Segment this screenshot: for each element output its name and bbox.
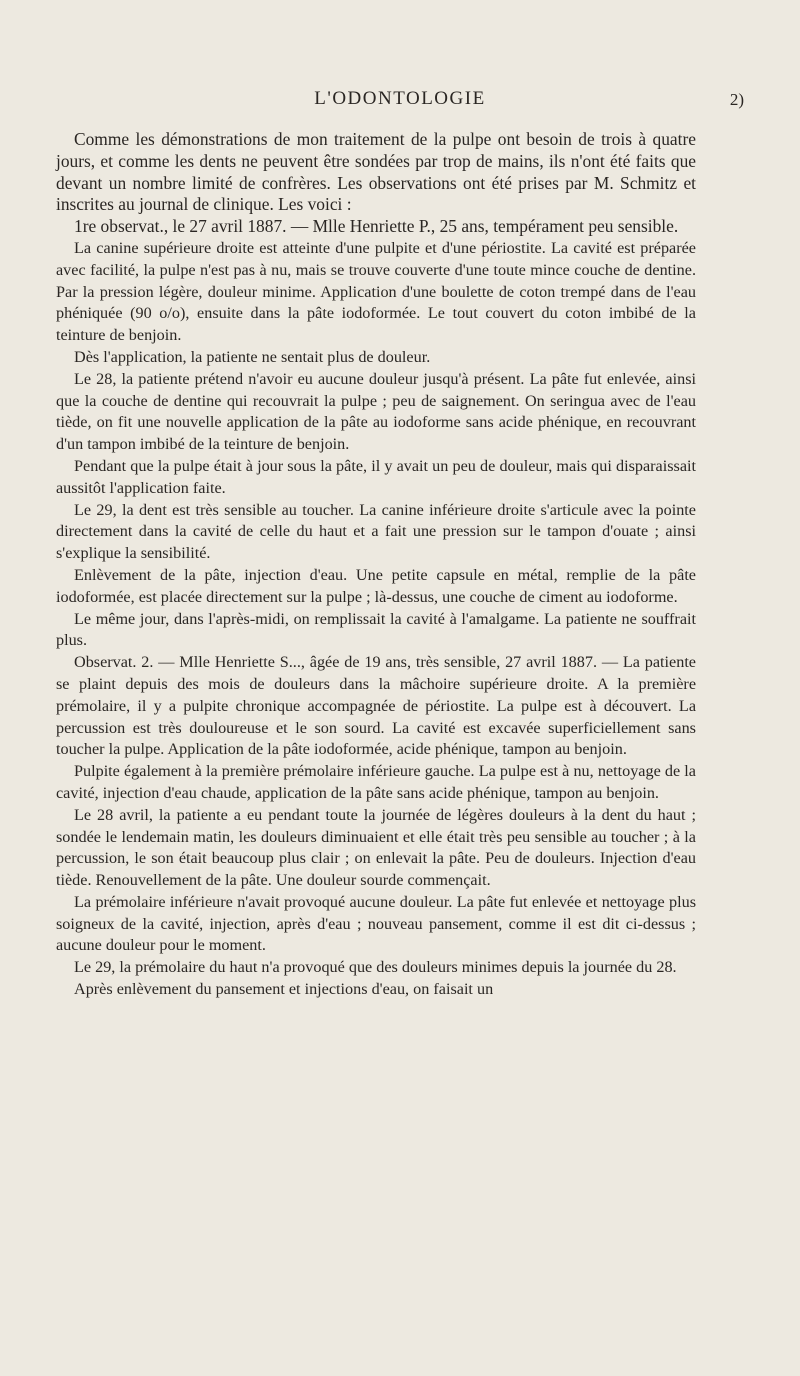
paragraph: Enlèvement de la pâte, injection d'eau. Une petite capsule en métal, remplie de la pâte iodoformée, est placée directement sur la pulpe ; là-dessus, une couche de ciment au iodoforme. [56,565,696,606]
paragraph: Dès l'application, la patiente ne sentait plus de douleur. [74,347,431,366]
paragraph: 1re observat., le 27 avril 1887. — Mlle Henriette P., 25 ans, tempérament peu sensible. [74,216,679,237]
paragraph: Le 29, la dent est très sensible au toucher. La canine inférieure droite s'articule avec la pointe directement dans la cavité de celle du haut et a fait une pression sur le tampon d'ouate ; ainsi s'explique la sensibilité. [56,500,696,563]
running-head [56,88,744,114]
running-title: L'ODONTOLOGIE [314,88,486,109]
paragraph: La canine supérieure droite est atteinte d'une pulpite et d'une périostite. La cavité est préparée avec facilité, la pulpe n'est pas à nu, mais se trouve couverte d'une toute mince couche de dentine. Par la pression légère, douleur minime. Application d'une boulette de coton trempé dans de l'eau phéniquée (90 o/o), ensuite dans la pâte iodoformée. Le tout couvert du coton imbibé de la teinture de benjoin. [56,238,696,345]
paragraph: Le 28 avril, la patiente a eu pendant toute la journée de légères douleurs à la dent du haut ; sondée le lendemain matin, les douleurs diminuaient et elle était très peu sensible au toucher ; à la percussion, le son était beaucoup plus clair ; on enlevait la pâte. Peu de douleurs. Injection d'eau tiède. Renouvellement de la pâte. Une douleur sourde commençait. [56,805,696,890]
paragraph: Comme les démonstrations de mon traitement de la pulpe ont besoin de trois à quatre jours, et comme les dents ne peuvent être sondées par trop de mains, ils n'ont été faits que devant un nombre limité de confrères. Les observations ont été prises par M. Schmitz et inscrites au journal de clinique. Les voici : [56,129,696,215]
paragraph: Après enlèvement du pansement et injections d'eau, on faisait un [74,980,494,999]
paragraph: Le même jour, dans l'après-midi, on remplissait la cavité à l'amalgame. La patiente ne souffrait plus. [56,609,696,650]
paragraph: Observat. 2. — Mlle Henriette S..., âgée de 19 ans, très sensible, 27 avril 1887. — La patiente se plaint depuis des mois de douleurs dans la mâchoire supérieure droite. A la première prémolaire, il y a pulpite chronique accompagnée de périostite. La pulpe est à découvert. La percussion est très douloureuse et le son sourd. La cavité est excavée superficiellement sans toucher la pulpe. Application de la pâte iodoformée, acide phénique, tampon au benjoin. [56,653,696,759]
paragraph: Le 28, la patiente prétend n'avoir eu aucune douleur jusqu'à présent. La pâte fut enlevée, ainsi que la couche de dentine qui recouvrait la pulpe ; peu de saignement. On seringua avec de l'eau tiède, on fit une nouvelle application de la pâte au iodoforme sans acide phénique, en recouvrant d'un tampon imbibé de la teinture de benjoin. [56,369,696,454]
body-text [56,129,696,1001]
paragraph: Pulpite également à la première prémolaire inférieure gauche. La pulpe est à nu, nettoyage de la cavité, injection d'eau chaude, application de la pâte sans acide phénique, tampon au benjoin. [56,762,696,802]
page-number: 2) [729,90,744,109]
paragraph: Le 29, la prémolaire du haut n'a provoqué que des douleurs minimes depuis la journée du 28. [74,958,677,977]
paragraph: La prémolaire inférieure n'avait provoqué aucune douleur. La pâte fut enlevée et nettoyage plus soigneux de la cavité, injection, après d'eau ; nouveau pansement, comme il est dit ci-dessus ; aucune douleur pour le moment. [56,892,696,955]
paragraph: Pendant que la pulpe était à jour sous la pâte, il y avait un peu de douleur, mais qui disparaissait aussitôt l'application faite. [56,456,696,497]
